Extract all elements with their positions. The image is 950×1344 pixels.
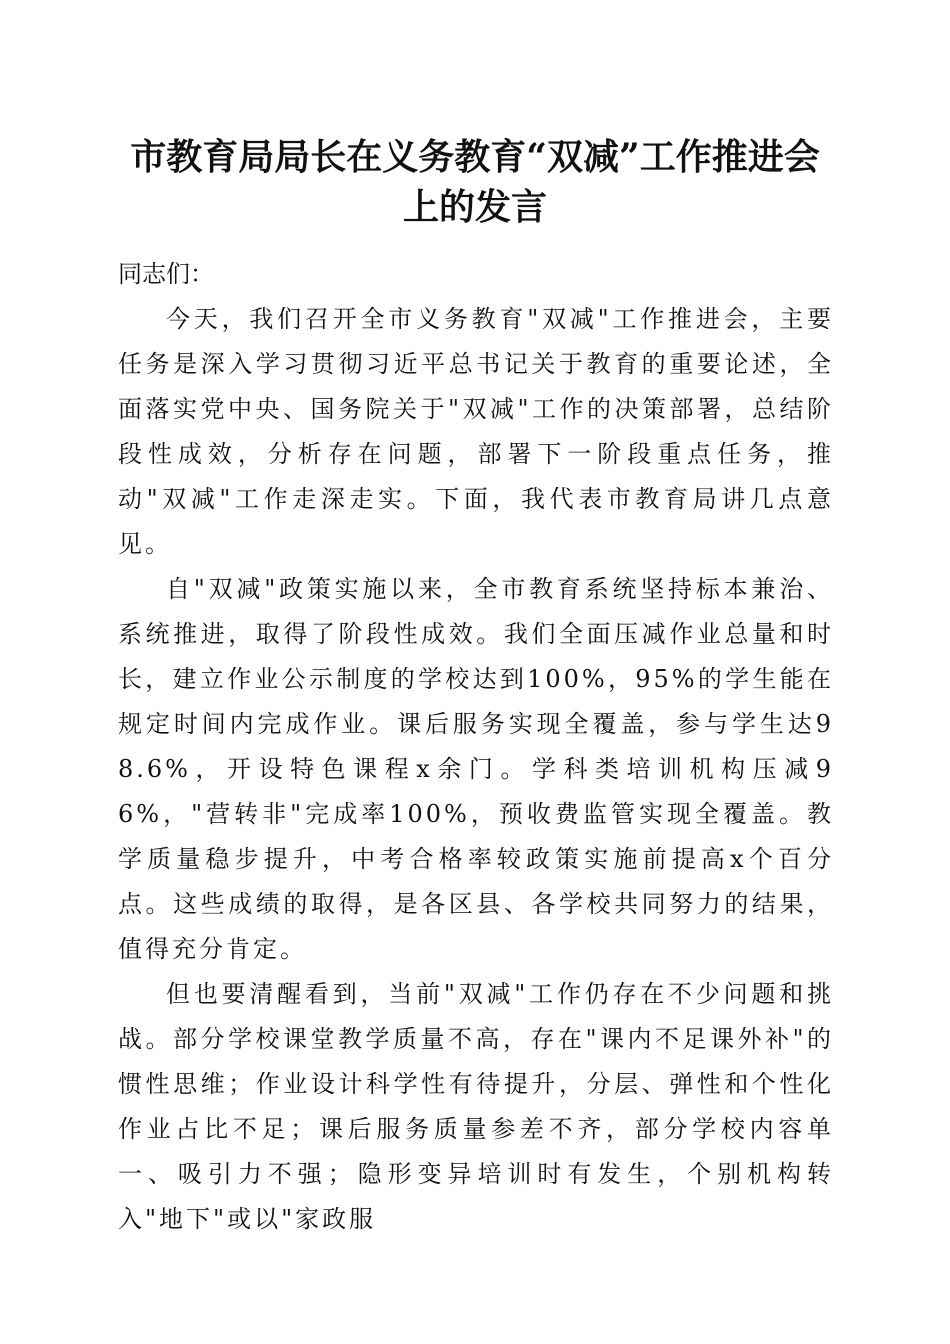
document-body xyxy=(118,252,834,1242)
paragraph-problems: 但也要清醒看到，当前"双减"工作仍存在不少问题和挑战。部分学校课堂教学质量不高，存在"课内不足课外补"的惯性思维；作业设计科学性有待提升，分层、弹性和个性化作业占比不足；课后服务质量参差不齐，部分学校内容单一、吸引力不强；隐形变异培训时有发生，个别机构转入"地下"或以"家政服 xyxy=(118,980,834,1233)
paragraph-achievements: 自"双减"政策实施以来，全市教育系统坚持标本兼治、系统推进，取得了阶段性成效。我们全面压减作业总量和时长，建立作业公示制度的学校达到100%，95%的学生能在规定时间内完成作业。课后服务实现全覆盖，参与学生达98.6%，开设特色课程x余门。学科类培训机构压减96%，"营转非"完成率100%，预收费监管实现全覆盖。教学质量稳步提升，中考合格率较政策实施前提高x个百分点。这些成绩的取得，是各区县、各学校共同努力的结果，值得充分肯定。 xyxy=(118,575,834,963)
paragraph-opening: 今天，我们召开全市义务教育"双减"工作推进会，主要任务是深入学习贯彻习近平总书记关于教育的重要论述，全面落实党中央、国务院关于"双减"工作的决策部署，总结阶段性成效，分析存在问题，部署下一阶段重点任务，推动"双减"工作走深走实。下面，我代表市教育局讲几点意见。 xyxy=(118,305,834,558)
title-line-2: 上的发言 xyxy=(402,186,547,228)
document-title xyxy=(105,132,845,232)
title-line-1: 市教育局局长在义务教育“双减”工作推进会 xyxy=(130,136,820,178)
salutation: 同志们： xyxy=(118,260,214,288)
